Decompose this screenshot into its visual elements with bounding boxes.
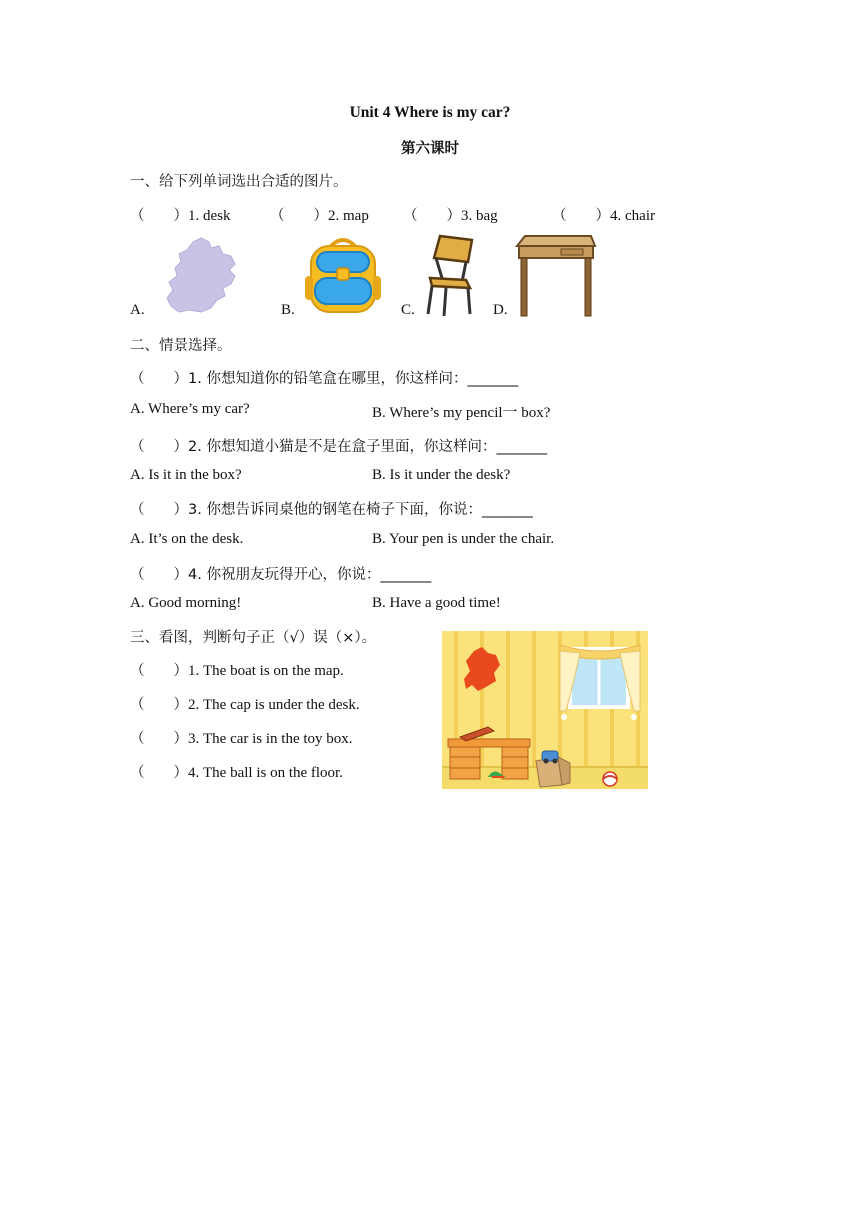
option-b: B. Where’s my pencil一 box? [372, 405, 551, 421]
answer-paren[interactable]: （ ） [552, 208, 610, 224]
answer-paren[interactable]: （ ） [130, 439, 188, 455]
option-b: B. Your pen is under the chair. [372, 531, 555, 547]
map-silhouette-icon [165, 236, 243, 314]
page-title: Unit 4 Where is my car? [349, 104, 511, 121]
answer-paren[interactable]: （ ） [130, 697, 188, 713]
judge-item-1 [130, 659, 344, 680]
option-a: A. It’s on the desk. [130, 531, 244, 547]
option-a: A. Good morning! [130, 595, 242, 611]
answer-paren[interactable]: （ ） [130, 765, 188, 781]
section1-heading: 一、给下列单词选出合适的图片。 [130, 174, 348, 190]
section2-heading: 二、情景选择。 [130, 338, 232, 354]
answer-paren[interactable]: （ ） [130, 731, 188, 747]
question-2 [130, 435, 547, 456]
judge-text: 4. The ball is on the floor. [188, 765, 343, 781]
question-text: 4. 你祝朋友玩得开心，你说：_______ [188, 567, 432, 583]
pic-label-a: A. [130, 302, 145, 318]
answer-paren[interactable]: （ ） [130, 502, 188, 518]
pic-label-d: D. [493, 302, 508, 318]
chair-icon [422, 232, 478, 318]
option-a: A. Is it in the box? [130, 467, 242, 483]
option-b: B. Is it under the desk? [372, 467, 511, 483]
answer-paren[interactable]: （ ） [403, 208, 461, 224]
question-text: 3. 你想告诉同桌他的钢笔在椅子下面，你说：_______ [188, 502, 533, 518]
match-word: 4. chair [610, 208, 655, 224]
desk-icon [515, 232, 597, 318]
answer-paren[interactable]: （ ） [130, 371, 188, 387]
answer-paren[interactable]: （ ） [130, 567, 188, 583]
match-word: 3. bag [461, 208, 498, 224]
answer-paren[interactable]: （ ） [130, 663, 188, 679]
judge-text: 2. The cap is under the desk. [188, 697, 360, 713]
judge-item-3 [130, 727, 353, 748]
question-text: 2. 你想知道小猫是不是在盒子里面，你这样问：_______ [188, 439, 548, 455]
pic-label-c: C. [401, 302, 415, 318]
schoolbag-icon [305, 236, 381, 316]
pic-label-b: B. [281, 302, 295, 318]
question-1 [130, 367, 518, 388]
match-item-4 [552, 204, 655, 225]
option-b: B. Have a good time! [372, 595, 501, 611]
match-item-1 [130, 204, 231, 225]
match-word: 1. desk [188, 208, 231, 224]
answer-paren[interactable]: （ ） [270, 208, 328, 224]
question-3 [130, 498, 533, 519]
judge-text: 1. The boat is on the map. [188, 663, 344, 679]
judge-text: 3. The car is in the toy box. [188, 731, 353, 747]
answer-paren[interactable]: （ ） [130, 208, 188, 224]
judge-item-4 [130, 761, 343, 782]
question-4 [130, 563, 431, 584]
match-item-2 [270, 204, 369, 225]
judge-item-2 [130, 693, 360, 714]
room-scene-icon [442, 631, 648, 789]
option-a: A. Where’s my car? [130, 401, 250, 417]
match-item-3 [403, 204, 498, 225]
page-subtitle: 第六课时 [401, 141, 459, 157]
match-word: 2. map [328, 208, 369, 224]
question-text: 1. 你想知道你的铅笔盒在哪里，你这样问：_______ [188, 371, 519, 387]
section3-heading: 三、看图，判断句子正（√）误（×）。 [130, 630, 377, 646]
